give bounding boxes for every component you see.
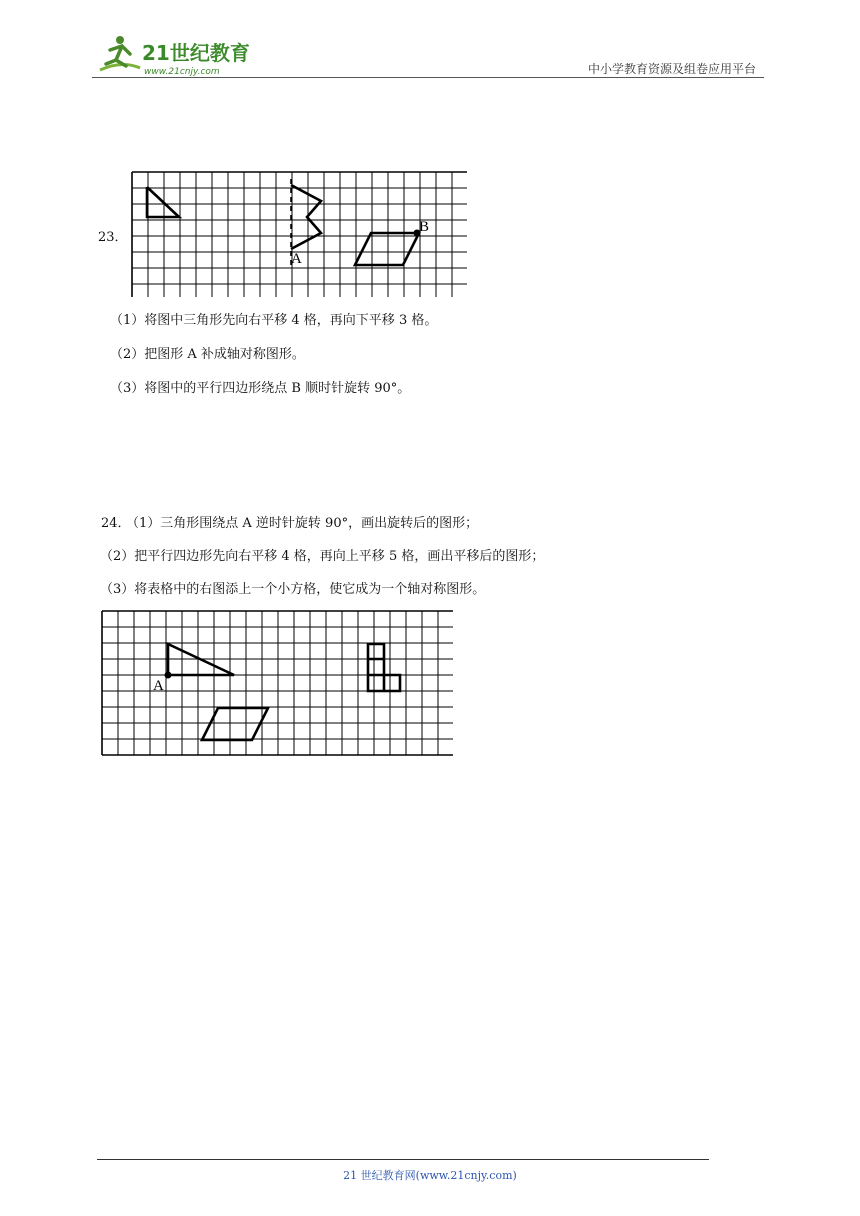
- q24-label-a: A: [153, 678, 164, 694]
- header-divider: [92, 77, 764, 78]
- q23-label-a: A: [291, 251, 302, 267]
- q24-item-1: （1）三角形围绕点 A 逆时针旋转 90°，画出旋转后的图形；: [126, 516, 479, 531]
- q24-item-2: （2）把平行四边形先向右平移 4 格，再向上平移 5 格，画出平移后的图形；: [100, 549, 545, 564]
- runner-logo-icon: [92, 30, 272, 80]
- q23-item-1: （1）将图中三角形先向右平移 4 格，再向下平移 3 格。: [110, 313, 438, 328]
- footer-site-link[interactable]: 21 世纪教育网(www.21cnjy.com): [343, 1169, 517, 1182]
- header-platform-title: 中小学教育资源及组卷应用平台: [587, 62, 756, 76]
- q23-item-2: （2）把图形 A 补成轴对称图形。: [110, 347, 305, 362]
- footer-divider: [97, 1159, 709, 1160]
- q23-label-b: B: [419, 219, 430, 235]
- q23-parallelogram: [355, 233, 419, 265]
- q23-figure-a: [291, 185, 321, 249]
- q24-point-a: [165, 672, 172, 679]
- q23-item-3: （3）将图中的平行四边形绕点 B 顺时针旋转 90°。: [110, 381, 411, 396]
- q24-grid-svg: [101, 610, 453, 758]
- q23-triangle: [147, 187, 179, 217]
- q24-square-figure: [368, 644, 400, 691]
- q24-number: 24．: [101, 516, 131, 531]
- logo-text: 21世纪教育: [142, 41, 250, 65]
- logo-url: www.21cnjy.com: [144, 67, 220, 77]
- q24-item-3: （3）将表格中的右图添上一个小方格，使它成为一个轴对称图形。: [100, 582, 486, 597]
- q23-number: 23．: [98, 230, 128, 245]
- q23-grid-svg: [131, 171, 467, 297]
- q24-grid-figure: [101, 610, 453, 762]
- site-logo: [92, 30, 272, 80]
- q23-grid-figure: [131, 171, 467, 301]
- q24-parallelogram: [202, 708, 268, 740]
